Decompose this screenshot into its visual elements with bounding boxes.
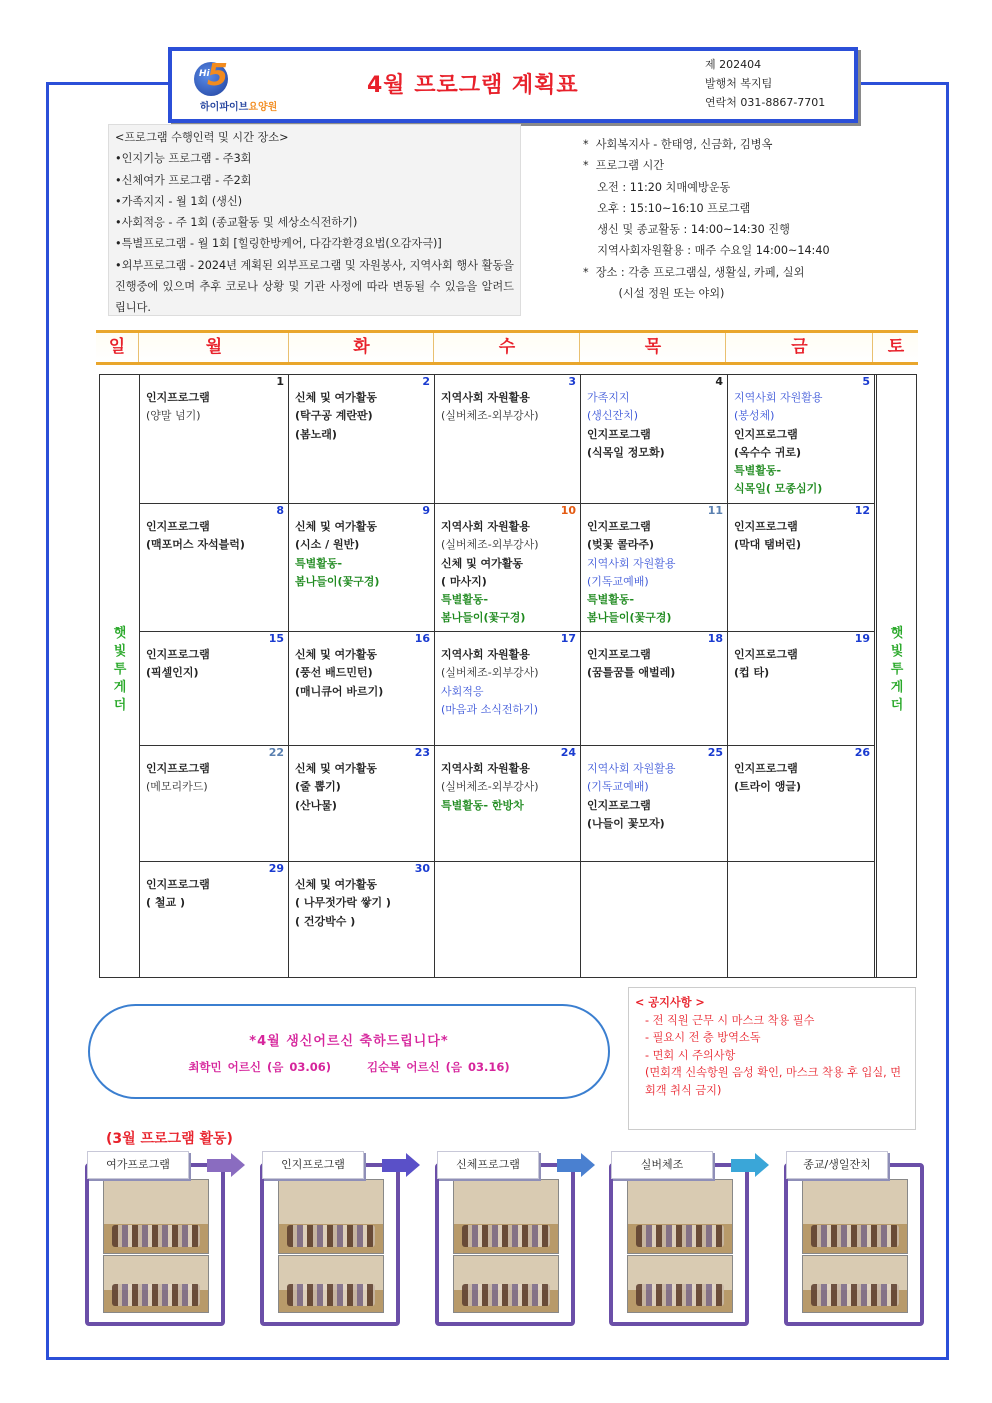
program-entry: (실버체조-외부강사) [441,780,539,794]
program-entry: 가족지지 [587,391,630,404]
program-entry: 신체 및 여가활동 [441,556,524,570]
calendar-grid [99,374,917,978]
program-entry: 인지프로그램 [146,648,210,661]
program-entry: ( 건강박수 ) [295,914,356,928]
program-entry: 신체 및 여가활동 [295,648,378,661]
day-number: 22 [268,746,284,759]
calendar-day-cell [140,375,289,504]
program-entry: (산나물) [295,798,337,812]
calendar-day-cell [435,746,581,862]
program-entry: (픽셀인지) [146,666,199,680]
program-entry: (줄 뽑기) [295,780,341,794]
program-entry: 인지프로그램 [734,762,798,775]
program-entry: 인지프로그램 [146,520,210,533]
activity-photo [453,1255,559,1313]
side-char: 햇 [113,626,127,641]
day-number: 3 [568,375,576,388]
staff-schedule-info [583,134,830,304]
notice-box [628,987,916,1130]
info-heading: <프로그램 수행인력 및 시간 장소> [115,131,289,144]
calendar-day-cell [289,375,435,504]
info-line: •신체여가 프로그램 - 주2회 [115,173,252,187]
day-sun: 일 [108,337,126,357]
day-number: 5 [862,375,870,388]
info-right-line: (시설 정원 또는 야외) [583,287,725,301]
activity-label: 여가프로그램 [87,1151,189,1179]
program-entry: ( 철교 ) [146,896,185,910]
program-entry: 지역사회 자원활용 [587,556,676,570]
program-entry: 사회적응 [441,684,484,698]
program-entry: 신체 및 여가활동 [295,878,378,891]
day-number: 18 [707,632,723,645]
program-entry: (풍선 배드민턴) [295,666,373,680]
calendar-day-cell [728,862,875,977]
calendar-day-cell [289,632,435,746]
program-entry: (실버체조-외부강사) [441,409,539,423]
notice-item: - 전 직원 근무 시 마스크 착용 필수 [645,1013,815,1027]
calendar-day-cell [140,862,289,977]
program-entry: (맥포머스 자석블럭) [146,538,245,552]
activity-photo [278,1255,384,1313]
day-wed: 수 [433,333,580,362]
calendar-day-cell [289,504,435,632]
day-mon: 월 [138,333,289,362]
program-entry: 인지프로그램 [587,648,651,661]
activity-photo [278,1179,384,1254]
calendar-day-cell [581,862,728,977]
program-entry: 지역사회 자원활용 [441,648,530,661]
info-right-line: 생신 및 종교활동 : 14:00~14:30 진행 [583,223,790,237]
program-entry: 지역사회 자원활용 [441,520,530,533]
day-number: 9 [422,504,430,517]
activity-label: 인지프로그램 [262,1151,364,1179]
side-char: 게 [113,680,127,695]
birthday-names: 최학민 어르신 (음 03.06) 김순복 어르신 (음 03.16) [188,1060,510,1074]
activity-photo [802,1255,908,1313]
program-entry: (봉성체) [734,409,775,423]
logo-name: 하이파이브 [200,102,249,113]
program-entry: 특별활동- [587,593,635,607]
program-entry: (트라이 앵글) [734,780,802,794]
day-number: 12 [854,504,870,517]
program-entry: 특별활동- [295,556,343,570]
program-entry: 인지프로그램 [146,391,210,404]
activity-photo [627,1179,733,1254]
program-entry: 인지프로그램 [146,762,210,775]
program-entry: (시소 / 원반) [295,538,360,552]
issue-number: 제 202404 [705,58,762,71]
program-entry: (나들이 꽃모자) [587,816,665,830]
info-paragraph: •외부프로그램 - 2024년 계획된 외부프로그램 및 자원봉사, 지역사회 행사 활동을 진행중에 있으며 추후 코로나 상황 및 기관 사정에 따라 변동될 수 있음을 알려드립니다. [115,258,514,315]
day-sat: 토 [872,333,919,362]
header [168,47,858,123]
activity-photo [103,1179,209,1254]
logo-suffix: 요양원 [248,102,278,113]
program-entry: 인지프로그램 [587,520,651,533]
side-label-left [100,625,140,715]
calendar-day-cell [289,862,435,977]
activity-photo [627,1255,733,1313]
calendar-day-cell [728,632,875,746]
activity-label: 신체프로그램 [437,1151,539,1179]
day-number [587,862,723,876]
program-entry: 신체 및 여가활동 [295,762,378,775]
info-right-line: 지역사회자원활용 : 매주 수요일 14:00~14:40 [583,244,830,258]
calendar-day-cell [140,504,289,632]
activity-photo [103,1255,209,1313]
day-number [734,862,870,876]
birthday-banner [88,1004,610,1099]
calendar-day-cell [581,632,728,746]
day-number: 26 [854,746,870,759]
logo-hi: Hi [199,69,210,79]
program-entry: 특별활동- [734,464,782,478]
program-entry: 지역사회 자원활용 [441,391,530,404]
info-line: •특별프로그램 - 월 1회 [힐링한방케어, 다감각환경요법(오감자극)] [115,237,442,251]
program-entry: 특별활동- [441,593,489,607]
saturday-column [876,375,916,977]
program-entry: 지역사회 자원활용 [734,391,823,404]
day-number: 24 [560,746,576,759]
program-entry: 인지프로그램 [734,427,798,441]
day-fri: 금 [725,333,873,362]
program-entry: (기독교예배) [587,574,649,588]
info-right-line: 오후 : 15:10~16:10 프로그램 [583,201,751,215]
publisher: 발행처 복지팀 [705,77,773,90]
side-char: 더 [113,698,127,713]
day-number: 8 [276,504,284,517]
calendar-day-cell [728,504,875,632]
side-char: 투 [890,662,904,677]
program-entry: 봄나들이(꽃구경) [295,574,380,588]
calendar-day-cell [435,862,581,977]
program-entry: 지역사회 자원활용 [587,762,676,775]
activity-photo [802,1179,908,1254]
day-number: 17 [560,632,576,645]
contact: 연락처 031-8867-7701 [705,96,826,109]
program-entry: 신체 및 여가활동 [295,520,378,533]
program-entry: (기독교예배) [587,780,649,794]
day-number [441,862,576,876]
side-char: 게 [890,680,904,695]
activity-photo [453,1179,559,1254]
info-right-line: * 장소 : 각층 프로그램실, 생활실, 카페, 실외 [583,265,805,279]
side-char: 햇 [890,626,904,641]
calendar-day-cell [435,375,581,504]
day-number: 29 [268,862,284,875]
sunday-column [100,375,140,977]
program-entry: (봄노래) [295,427,337,441]
side-label-right [877,625,917,715]
day-number: 10 [560,504,576,517]
march-activities-title: (3월 프로그램 활동) [106,1131,233,1147]
info-line: •가족지지 - 월 1회 (생신) [115,194,243,208]
program-entry: 인지프로그램 [587,427,651,441]
info-right-line: * 사회복지사 - 한태영, 신금화, 김병옥 [583,138,773,151]
day-number: 1 [276,375,284,388]
program-entry: 신체 및 여가활동 [295,391,378,404]
program-entry: (벚꽃 콜라주) [587,538,655,552]
program-info-box [108,124,521,316]
header-meta [705,55,825,112]
program-entry: (식목일 정모화) [587,445,665,459]
logo [194,60,314,112]
day-number: 11 [707,504,723,517]
program-entry: (생신잔치) [587,409,639,423]
program-entry: ( 나무젓가락 쌓기 ) [295,896,391,910]
calendar-day-cell [581,746,728,862]
day-number: 15 [268,632,284,645]
side-char: 투 [113,662,127,677]
logo-five: 5 [207,58,228,93]
day-number: 19 [854,632,870,645]
info-right-line: 오전 : 11:20 치매예방운동 [583,180,731,194]
calendar-day-cell [728,746,875,862]
side-char: 더 [890,698,904,713]
day-number: 16 [414,632,430,645]
notice-item: - 면회 시 주의사항 [645,1048,736,1062]
birthday-title: *4월 생신어르신 축하드립니다* [249,1034,449,1049]
program-entry: 봄나들이(꽃구경) [587,611,672,625]
day-tue: 화 [288,333,434,362]
program-entry: 식목일( 모종심기) [734,482,823,496]
program-entry: (양말 넘기) [146,409,201,423]
program-entry: ( 마사지) [441,574,487,588]
calendar-day-cell [140,746,289,862]
side-char: 빛 [890,644,904,659]
weekday-header [96,330,918,365]
program-entry: (막대 탬버린) [734,538,802,552]
calendar-day-cell [728,375,875,504]
notice-item: (면회객 신속항원 음성 확인, 마스크 착용 후 입실, 면회객 취식 금지) [645,1066,902,1097]
day-number: 23 [414,746,430,759]
program-entry: (매니큐어 바르기) [295,684,384,698]
program-entry: (실버체조-외부강사) [441,666,539,680]
program-entry: (마음과 소식전하기) [441,702,539,716]
logo-text [200,98,277,113]
program-entry: (옥수수 귀로) [734,445,802,459]
calendar-day-cell [435,504,581,632]
program-entry: 지역사회 자원활용 [441,762,530,775]
day-number: 2 [422,375,430,388]
info-right-line: * 프로그램 시간 [583,159,665,173]
side-char: 빛 [113,644,127,659]
program-entry: (컵 타) [734,666,770,680]
notice-title: < 공지사항 > [635,996,705,1009]
program-entry: 인지프로그램 [734,520,798,533]
day-number: 30 [414,862,430,875]
program-entry: 인지프로그램 [734,648,798,661]
program-entry: 인지프로그램 [587,798,651,812]
calendar-day-cell [581,375,728,504]
day-thu: 목 [579,333,726,362]
activity-label: 실버체조 [611,1151,713,1179]
day-number: 25 [707,746,723,759]
program-entry: 봄나들이(꽃구경) [441,611,526,625]
page-title: 4월 프로그램 계획표 [367,73,579,98]
program-entry: 특별활동- 한방차 [441,798,524,812]
activity-label: 종교/생일잔치 [786,1151,888,1179]
info-line: •인지기능 프로그램 - 주3회 [115,152,252,166]
info-line: •사회적응 - 주 1회 (종교활동 및 세상소식전하기) [115,216,358,230]
notice-item: - 필요시 전 층 방역소독 [645,1031,761,1044]
calendar-day-cell [140,632,289,746]
day-number: 4 [715,375,723,388]
calendar-day-cell [435,632,581,746]
program-entry: (탁구공 계란판) [295,409,373,423]
program-entry: (실버체조-외부강사) [441,538,539,552]
calendar-day-cell [581,504,728,632]
program-entry: (메모리카드) [146,780,208,794]
program-entry: 인지프로그램 [146,878,210,891]
program-entry: (꿈틀꿈틀 애벌레) [587,666,676,680]
calendar-day-cell [289,746,435,862]
